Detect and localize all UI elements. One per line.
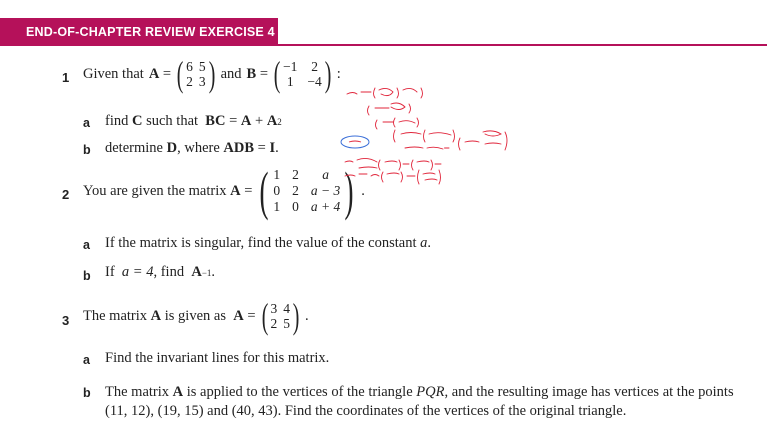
question-1a-text: find C such that BC = A + A 2 [105, 113, 282, 129]
question-3b-label: b [83, 386, 91, 400]
matrix-A-q1: ( 6 5 2 3 ) [176, 54, 215, 94]
question-1b-text: determine D , where ADB = I . [105, 140, 279, 156]
matrix-A-q2: ( 1 2 a 0 2 a − 3 1 0 a + 4 ) [259, 161, 354, 221]
question-2b-text: If a = 4 , find A −1 . [105, 264, 216, 280]
question-1b-label: b [83, 143, 91, 157]
question-1a-label: a [83, 116, 90, 130]
question-2a-text: If the matrix is singular, find the value of the constant a . [105, 235, 431, 251]
chapter-review-header [0, 18, 278, 46]
question-2-number: 2 [62, 187, 70, 202]
question-3-number: 3 [62, 313, 70, 328]
question-3-stem: The matrix A is given as A = ( 3 4 2 5 ) . [83, 296, 309, 336]
matrix-A-q3: ( 3 4 2 5 ) [261, 296, 300, 336]
handwritten-annotations [325, 72, 525, 192]
question-3b-text: The matrix A is applied to the vertices of the triangle PQR, and the resulting image has vertices at the points (11, 12), (19, 15) and (40, 43). Find the coordinates of the vertices of the original triangle. [105, 384, 734, 419]
question-2a-label: a [83, 238, 90, 252]
question-1-stem: Given that A = ( 6 5 2 3 ) and B = ( −1 2 1 −4 ) : [83, 54, 341, 94]
question-1-number: 1 [62, 70, 70, 85]
question-3a-text: Find the invariant lines for this matrix. [105, 350, 330, 366]
question-2-stem: You are given the matrix A = ( 1 2 a 0 2 a − 3 1 0 a + 4 ) . [83, 161, 365, 221]
header-divider [278, 44, 767, 46]
matrix-B-q1: ( −1 2 1 −4 ) [273, 54, 332, 94]
question-2b-label: b [83, 269, 91, 283]
question-3a-label: a [83, 353, 90, 367]
header-title: END-OF-CHAPTER REVIEW EXERCISE 4 [26, 25, 275, 39]
